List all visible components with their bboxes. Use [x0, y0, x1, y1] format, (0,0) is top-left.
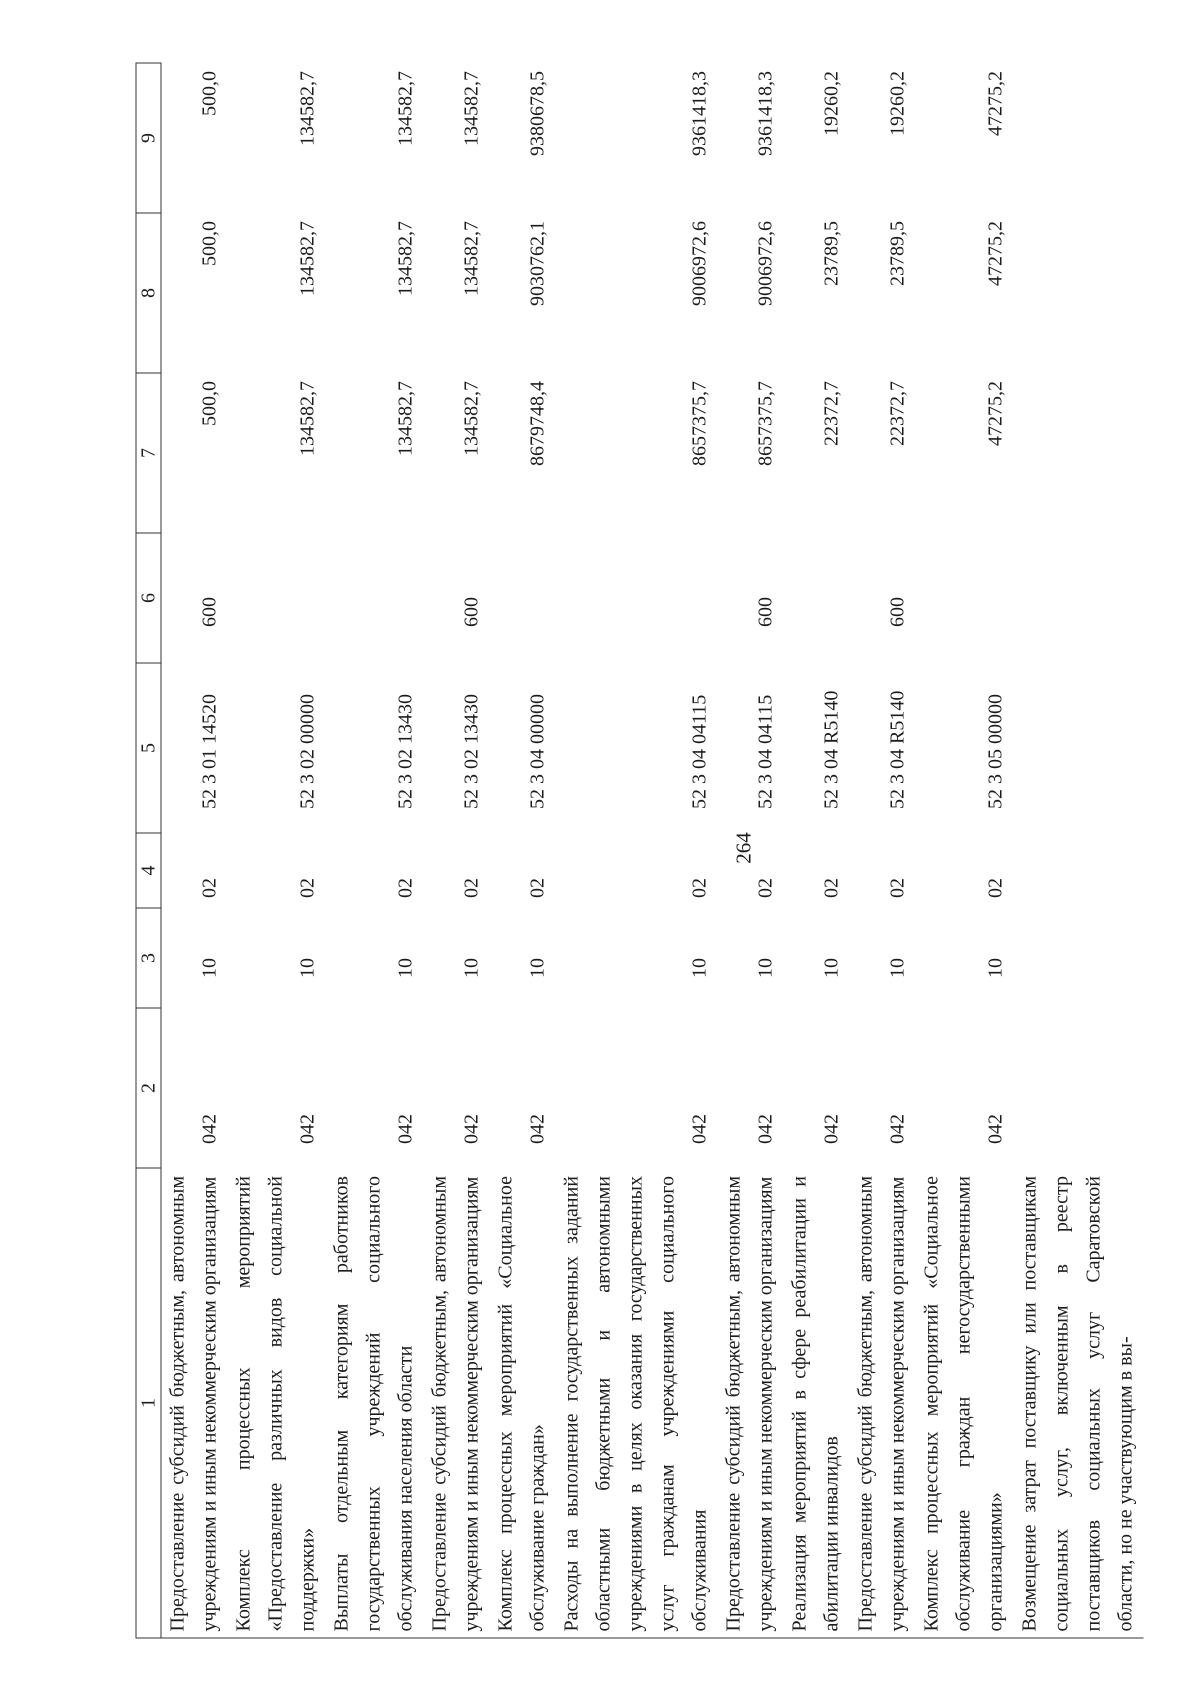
row-target-article-cell: 52 3 04 04115: [688, 694, 710, 809]
row-amount-year3-cell: 9361418,3: [688, 70, 710, 156]
row-amount-year1-cell: 500,0: [198, 380, 220, 426]
row-section-cell: 10: [886, 957, 908, 978]
row-name-cell: Предоставление субсидий бюджетным, автономным учреждениям и иным некоммерческим организациям: [161, 1168, 228, 1638]
row-section-cell: 10: [688, 957, 710, 978]
row-subsection-cell: 02: [820, 877, 842, 898]
column-number-header: [136, 63, 161, 1638]
row-code-cell: 042: [886, 1113, 908, 1144]
budget-table: [135, 62, 1143, 1638]
table-row: [489, 63, 555, 1638]
row-code-cell: 042: [394, 1113, 416, 1144]
table-row: [849, 63, 915, 1638]
row-name-cell: Реализация мероприятий в сфере реабилитации и абилитации инвалидов: [783, 1168, 849, 1638]
row-code-cell: 042: [296, 1113, 318, 1144]
row-section-cell: 10: [984, 957, 1006, 978]
table-row: [717, 63, 783, 1638]
row-name-cell: Комплекс процессных мероприятий «Предоставление различных видов социальной поддержки»: [227, 1168, 325, 1638]
row-amount-year1-cell: 8679748,4: [526, 380, 548, 466]
row-amount-year2-cell: 47275,2: [984, 220, 1006, 286]
table-row: [227, 63, 325, 1638]
row-name-cell: Расходы на выполнение государственных заданий областными бюджетными и автономными учреждениями в целях оказания государственных услуг гражданам учреждениями социального обслуживания: [555, 1168, 717, 1638]
row-section-cell: 10: [526, 957, 548, 978]
row-amount-year3-cell: [1013, 63, 1143, 213]
row-expense-type-cell: 600: [886, 596, 908, 627]
row-subsection-cell: 02: [296, 877, 318, 898]
row-target-article-cell: 52 3 02 13430: [460, 693, 482, 809]
column-header: 3: [136, 908, 161, 1008]
row-amount-year3-cell: 9380678,5: [526, 70, 548, 156]
row-amount-year3-cell: 19260,2: [886, 70, 908, 136]
budget-table-container: [135, 63, 1136, 1638]
row-amount-year2-cell: 9006972,6: [754, 220, 776, 306]
row-section-cell: [1013, 908, 1143, 1008]
row-amount-year3-cell: 19260,2: [820, 70, 842, 136]
row-section-cell: 10: [820, 957, 842, 978]
row-section-cell: 10: [394, 957, 416, 978]
row-target-article-cell: 52 3 04 04115: [754, 694, 776, 809]
row-amount-year3-cell: 134582,7: [460, 70, 482, 146]
row-amount-year3-cell: 9361418,3: [754, 70, 776, 156]
row-subsection-cell: 02: [460, 877, 482, 898]
row-code-cell: 042: [526, 1113, 548, 1144]
row-amount-year1-cell: 8657375,7: [754, 380, 776, 466]
row-name-cell: Предоставление субсидий бюджетным, автономным учреждениям и иным некоммерческим организациям: [717, 1168, 783, 1638]
row-amount-year1-cell: 8657375,7: [688, 380, 710, 466]
row-amount-year3-cell: 47275,2: [984, 70, 1006, 136]
row-subsection-cell: [1013, 833, 1143, 908]
row-expense-type-cell: [489, 533, 555, 663]
row-target-article-cell: 52 3 04 00000: [526, 693, 548, 809]
row-target-article-cell: [1013, 663, 1143, 833]
row-expense-type-cell: [1013, 533, 1143, 663]
row-expense-type-cell: 600: [460, 596, 482, 627]
row-target-article-cell: 52 3 01 14520: [198, 693, 220, 809]
row-amount-year2-cell: 134582,7: [296, 220, 318, 296]
row-amount-year1-cell: 134582,7: [296, 380, 318, 456]
row-subsection-cell: 02: [754, 877, 776, 898]
row-amount-year2-cell: [1013, 213, 1143, 373]
row-amount-year1-cell: 22372,7: [886, 380, 908, 446]
page-number: 264: [731, 832, 756, 864]
table-row: [325, 63, 423, 1638]
row-amount-year3-cell: 500,0: [198, 70, 220, 116]
row-amount-year2-cell: 134582,7: [460, 220, 482, 296]
row-expense-type-cell: [915, 533, 1013, 663]
row-code-cell: 042: [754, 1113, 776, 1144]
column-header: 5: [136, 663, 161, 833]
row-amount-year2-cell: 9006972,6: [688, 220, 710, 306]
row-target-article-cell: 52 3 04 R5140: [886, 690, 908, 809]
row-expense-type-cell: 600: [198, 596, 220, 627]
column-header: 1: [136, 1168, 161, 1638]
row-amount-year1-cell: 47275,2: [984, 380, 1006, 446]
row-code-cell: 042: [198, 1113, 220, 1144]
row-section-cell: 10: [460, 957, 482, 978]
row-name-cell: Комплекс процессных мероприятий «Социальное обслуживание граждан»: [489, 1168, 555, 1638]
row-target-article-cell: 52 3 04 R5140: [820, 690, 842, 809]
row-target-article-cell: 52 3 02 13430: [394, 693, 416, 809]
column-header: 6: [136, 533, 161, 663]
row-amount-year2-cell: 23789,5: [886, 220, 908, 286]
row-subsection-cell: 02: [886, 877, 908, 898]
table-row: [161, 63, 228, 1638]
table-row: [783, 63, 849, 1638]
row-name-cell: Выплаты отдельным категориям работников государственных учреждений социального обслуживания населения области: [325, 1168, 423, 1638]
row-amount-year3-cell: 134582,7: [296, 70, 318, 146]
row-amount-year2-cell: 134582,7: [394, 220, 416, 296]
row-amount-year1-cell: 22372,7: [820, 380, 842, 446]
row-amount-year2-cell: 500,0: [198, 220, 220, 266]
column-header: 9: [136, 63, 161, 213]
row-section-cell: 10: [198, 957, 220, 978]
table-row: [555, 63, 717, 1638]
row-expense-type-cell: [783, 533, 849, 663]
row-amount-year2-cell: 23789,5: [820, 220, 842, 286]
row-expense-type-cell: 600: [754, 596, 776, 627]
row-target-article-cell: 52 3 02 00000: [296, 693, 318, 809]
row-subsection-cell: 02: [394, 877, 416, 898]
row-name-cell: Комплекс процессных мероприятий «Социальное обслуживание граждан негосударственными организациями»: [915, 1168, 1013, 1638]
row-code-cell: 042: [460, 1113, 482, 1144]
row-code-cell: 042: [820, 1113, 842, 1144]
row-target-article-cell: 52 3 05 00000: [984, 693, 1006, 809]
row-amount-year3-cell: 134582,7: [394, 70, 416, 146]
row-amount-year2-cell: 9030762,1: [526, 220, 548, 306]
table-row: [1013, 63, 1143, 1638]
row-amount-year1-cell: 134582,7: [460, 380, 482, 456]
column-header: 7: [136, 373, 161, 533]
row-subsection-cell: 02: [198, 877, 220, 898]
row-expense-type-cell: [555, 533, 717, 663]
column-header: 2: [136, 1008, 161, 1168]
row-name-cell: Предоставление субсидий бюджетным, автономным учреждениям и иным некоммерческим организациям: [849, 1168, 915, 1638]
row-subsection-cell: 02: [984, 877, 1006, 898]
table-row: [423, 63, 489, 1638]
column-header: 8: [136, 213, 161, 373]
row-name-cell: Возмещение затрат поставщику или поставщикам социальных услуг, включенным в реестр поставщиков социальных услуг Саратовской области, но не участвующим в вы-: [1013, 1168, 1143, 1638]
row-expense-type-cell: [227, 533, 325, 663]
row-code-cell: 042: [984, 1113, 1006, 1144]
row-subsection-cell: 02: [526, 877, 548, 898]
column-header: 4: [136, 833, 161, 908]
row-name-cell: Предоставление субсидий бюджетным, автономным учреждениям и иным некоммерческим организациям: [423, 1168, 489, 1638]
row-code-cell: [1013, 1008, 1143, 1168]
row-subsection-cell: 02: [688, 877, 710, 898]
table-body: [161, 63, 1144, 1638]
row-amount-year1-cell: 134582,7: [394, 380, 416, 456]
row-expense-type-cell: [325, 533, 423, 663]
row-code-cell: 042: [688, 1113, 710, 1144]
table-row: [915, 63, 1013, 1638]
row-section-cell: 10: [296, 957, 318, 978]
row-amount-year1-cell: [1013, 373, 1143, 533]
row-section-cell: 10: [754, 957, 776, 978]
